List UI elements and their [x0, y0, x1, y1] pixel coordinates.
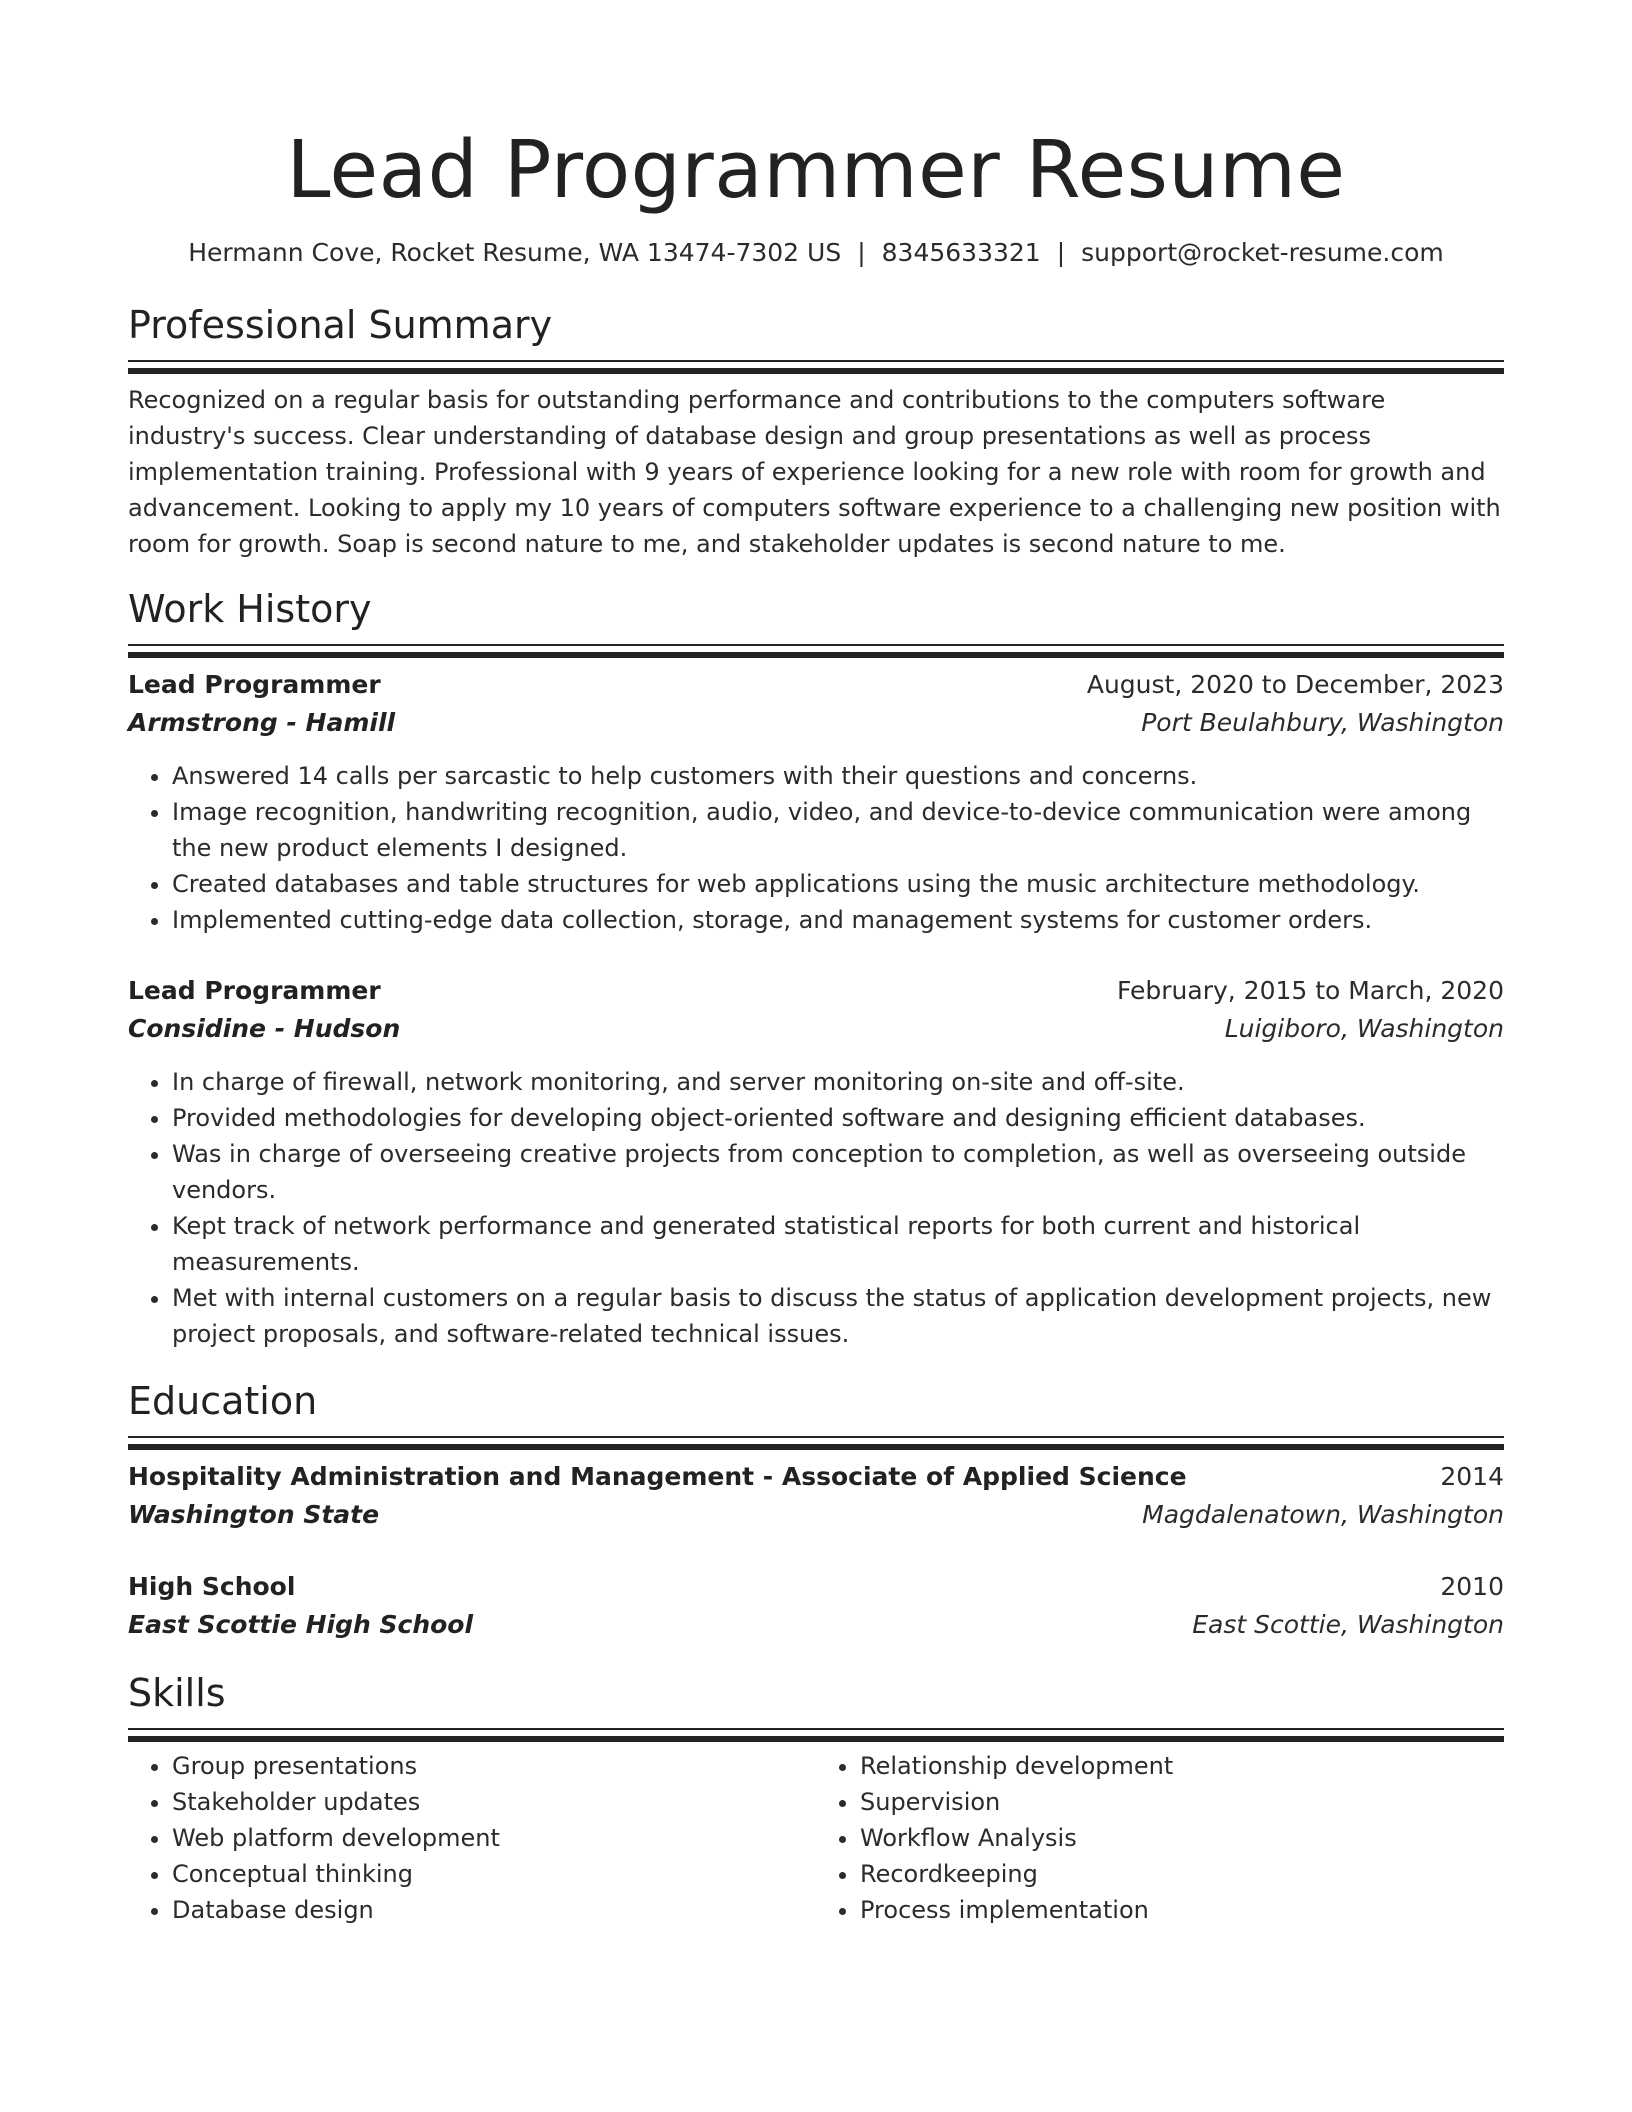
school-name: East Scottie High School [128, 1610, 474, 1639]
job-bullets [128, 1064, 1504, 1352]
job-title: Lead Programmer [128, 976, 381, 1005]
list-item: • Image recognition, handwriting recognition, audio, video, and device-to-device communication were among the new product elements I designed. [172, 794, 1504, 866]
skills-section [128, 1668, 1504, 1928]
education-year: 2010 [1440, 1572, 1504, 1601]
job-company: Considine - Hudson [128, 1014, 401, 1043]
resume-title: Lead Programmer Resume [286, 124, 1346, 216]
job-dates: August, 2020 to December, 2023 [1086, 670, 1504, 699]
school-name: Washington State [128, 1500, 380, 1529]
skill-item: • Process implementation [860, 1892, 1504, 1928]
skill-item: • Relationship development [860, 1748, 1504, 1784]
contact-phone: 8345633321 [881, 238, 1041, 267]
degree-name: High School [128, 1572, 296, 1601]
list-item: • Provided methodologies for developing object-oriented software and designing efficient databases. [172, 1100, 1504, 1136]
list-item: • Answered 14 calls per sarcastic to help customers with their questions and concerns. [172, 758, 1504, 794]
contact-address: Hermann Cove, Rocket Resume, WA 13474-7302 US [188, 238, 842, 267]
job-bullets [128, 758, 1504, 938]
list-item: • Created databases and table structures for web applications using the music architecture methodology. [172, 866, 1504, 902]
education-year: 2014 [1440, 1462, 1504, 1491]
skill-item: • Database design [172, 1892, 816, 1928]
section-divider [128, 1728, 1504, 1730]
skills-columns [128, 1748, 1504, 1928]
section-divider [128, 644, 1504, 646]
skill-item: • Workflow Analysis [860, 1820, 1504, 1856]
skill-item: • Recordkeeping [860, 1856, 1504, 1892]
work-section [128, 584, 1504, 1352]
section-divider [128, 1436, 1504, 1438]
skill-item: • Supervision [860, 1784, 1504, 1820]
school-location: Magdalenatown, Washington [1142, 1500, 1504, 1529]
contact-separator: | [1056, 238, 1066, 267]
job-entry [128, 972, 1504, 1352]
contact-separator: | [857, 238, 866, 267]
skill-item: • Stakeholder updates [172, 1784, 816, 1820]
skills-list-right [816, 1748, 1504, 1928]
list-item: • Kept track of network performance and generated statistical reports for both current and historical measurements. [172, 1208, 1504, 1280]
section-heading-education: Education [128, 1379, 318, 1423]
skills-list-left [128, 1748, 816, 1928]
list-item: • Implemented cutting-edge data collection, storage, and management systems for customer orders. [172, 902, 1504, 938]
section-divider [128, 360, 1504, 362]
skill-item: • Group presentations [172, 1748, 816, 1784]
job-location: Luigiboro, Washington [1224, 1014, 1504, 1043]
job-dates: February, 2015 to March, 2020 [1116, 976, 1504, 1005]
school-location: East Scottie, Washington [1192, 1610, 1504, 1639]
contact-email: support@rocket-resume.com [1081, 238, 1444, 267]
education-entry [128, 1568, 1504, 1644]
list-item: • Met with internal customers on a regular basis to discuss the status of application development projects, new project proposals, and software-related technical issues. [172, 1280, 1504, 1352]
contact-line [128, 236, 1504, 270]
summary-text: Recognized on a regular basis for outstanding performance and contributions to the computers software industry's success. Clear understanding of database design and group presentations as well as process implementation training. Professional with 9 years of experience looking for a new role with room for growth and advancement. Looking to apply my 10 years of computers software experience to a challenging new position with room for growth. Soap is second nature to me, and stakeholder updates is second nature to me. [128, 386, 1501, 558]
section-heading-summary: Professional Summary [128, 303, 553, 347]
skill-item: • Web platform development [172, 1820, 816, 1856]
job-entry [128, 666, 1504, 938]
education-section [128, 1376, 1504, 1644]
section-heading-skills: Skills [128, 1671, 226, 1715]
skill-item: • Conceptual thinking [172, 1856, 816, 1892]
degree-name: Hospitality Administration and Management - Associate of Applied Science [128, 1462, 1187, 1491]
list-item: • Was in charge of overseeing creative projects from conception to completion, as well as overseeing outside vendors. [172, 1136, 1504, 1208]
resume-page [128, 0, 1504, 1928]
list-item: • In charge of firewall, network monitoring, and server monitoring on-site and off-site. [172, 1064, 1504, 1100]
job-title: Lead Programmer [128, 670, 381, 699]
summary-section [128, 300, 1504, 562]
education-entry [128, 1458, 1504, 1534]
job-location: Port Beulahbury, Washington [1141, 708, 1504, 737]
job-company: Armstrong - Hamill [128, 708, 396, 737]
section-heading-work: Work History [128, 587, 372, 631]
